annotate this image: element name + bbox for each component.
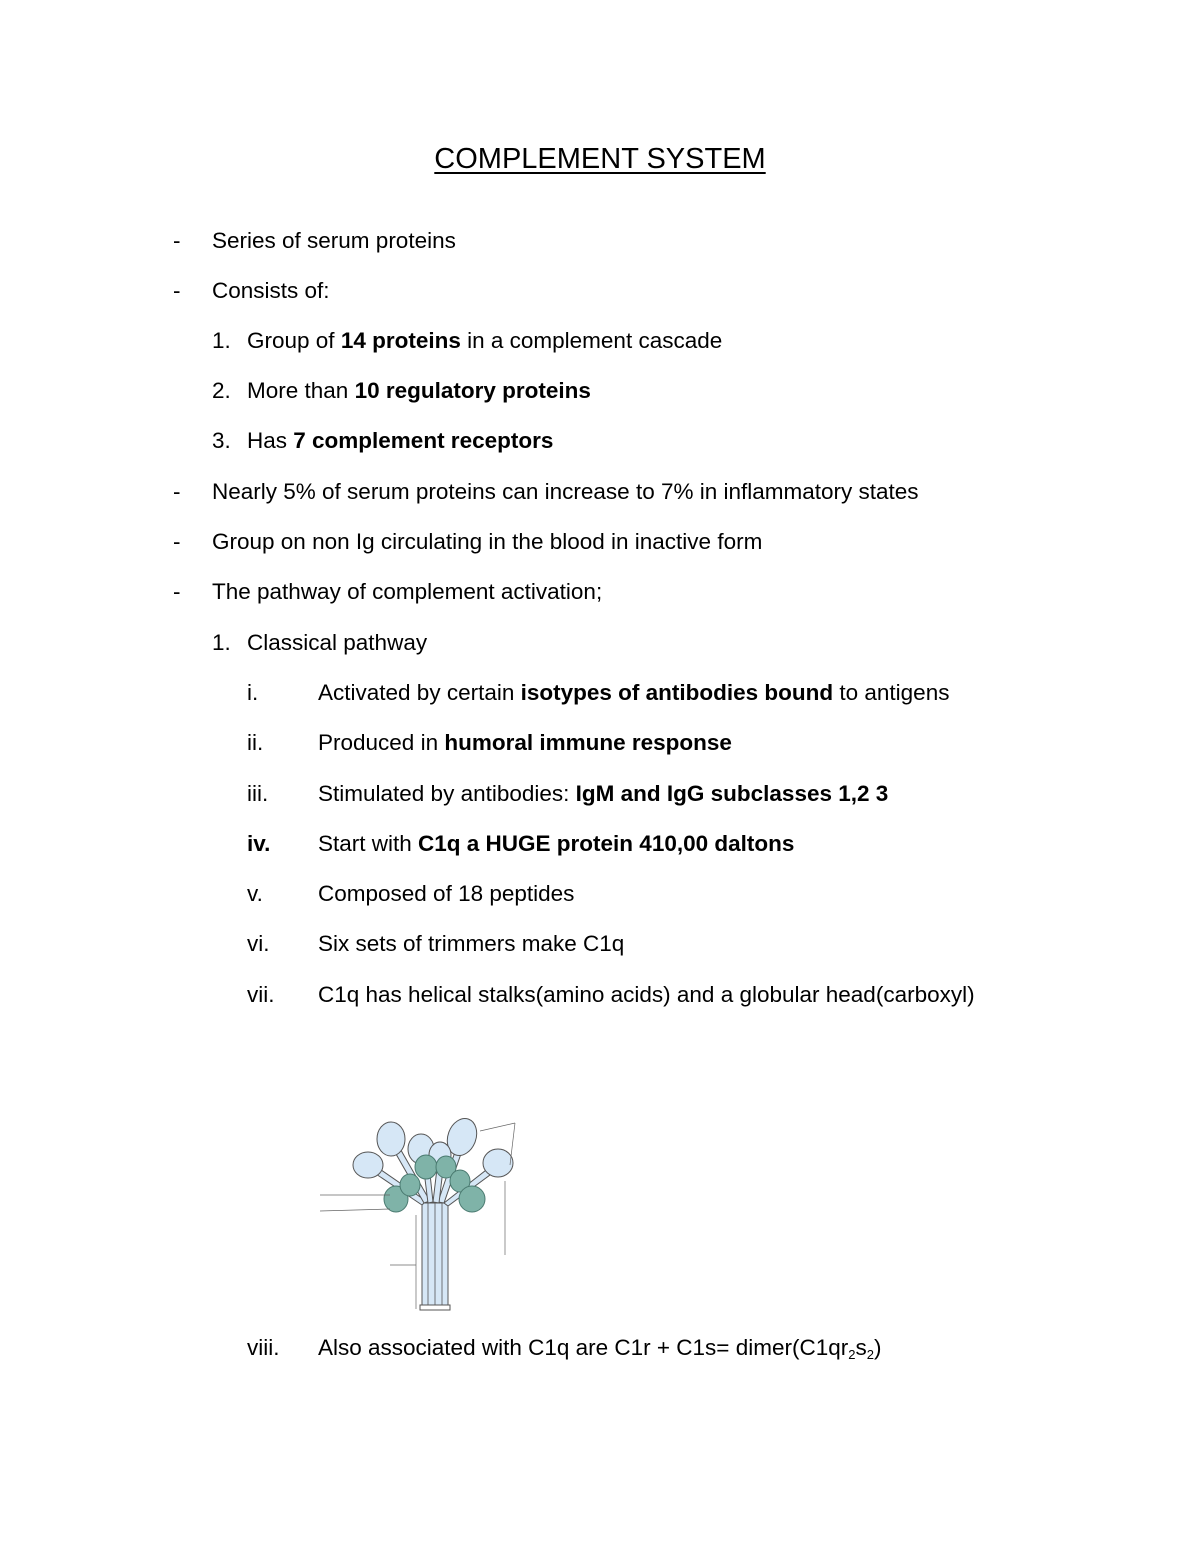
roman-numeral: i. <box>247 680 259 705</box>
item-text: More than 10 regulatory proteins <box>247 378 591 403</box>
roman-numeral: vii. <box>247 982 275 1007</box>
roman-text: C1q has helical stalks(amino acids) and a globular head(carboxyl) <box>318 982 975 1007</box>
item-number: 1. <box>212 328 231 353</box>
bullet-dash: - <box>173 228 181 253</box>
bullet-dash: - <box>173 278 181 303</box>
page-title: COMPLEMENT SYSTEM <box>434 143 766 175</box>
item-text: Has 7 complement receptors <box>247 428 554 453</box>
roman-numeral: v. <box>247 881 263 906</box>
roman-text: Activated by certain isotypes of antibodies bound to antigens <box>318 680 950 705</box>
item-text: Group of 14 proteins in a complement cascade <box>247 328 723 353</box>
item-number: 2. <box>212 378 231 403</box>
roman-numeral: iii. <box>247 781 269 806</box>
bullet-text: The pathway of complement activation; <box>212 579 603 604</box>
item-number: 1. <box>212 630 231 655</box>
bullet-text: Consists of: <box>212 278 330 303</box>
bullet-text: Series of serum proteins <box>212 228 456 253</box>
bullet-dash: - <box>173 579 181 604</box>
roman-numeral: iv. <box>247 831 271 856</box>
roman-numeral: vi. <box>247 931 270 956</box>
bullet-dash: - <box>173 529 181 554</box>
roman-numeral: ii. <box>247 730 264 755</box>
roman-text: Six sets of trimmers make C1q <box>318 931 625 956</box>
roman-text: Produced in humoral immune response <box>318 730 732 755</box>
c1q-stalk <box>420 1203 450 1310</box>
roman-text: Composed of 18 peptides <box>318 881 575 906</box>
bullet-dash: - <box>173 479 181 504</box>
c1-complex-diagram <box>310 1105 555 1315</box>
roman-text: Stimulated by antibodies: IgM and IgG subclasses 1,2 3 <box>318 781 889 806</box>
roman-numeral: viii. <box>247 1335 280 1360</box>
bullet-text: Group on non Ig circulating in the blood in inactive form <box>212 529 763 554</box>
roman-text: Also associated with C1q are $C1r + C1s= dimer(C1qr_2s_2)$ <box>318 1335 882 1362</box>
item-text: Classical pathway <box>247 630 428 655</box>
item-number: 3. <box>212 428 231 453</box>
roman-text: Start with C1q a HUGE protein 410,00 daltons <box>318 831 795 856</box>
bullet-text: Nearly 5% of serum proteins can increase to 7% in inflammatory states <box>212 479 919 504</box>
